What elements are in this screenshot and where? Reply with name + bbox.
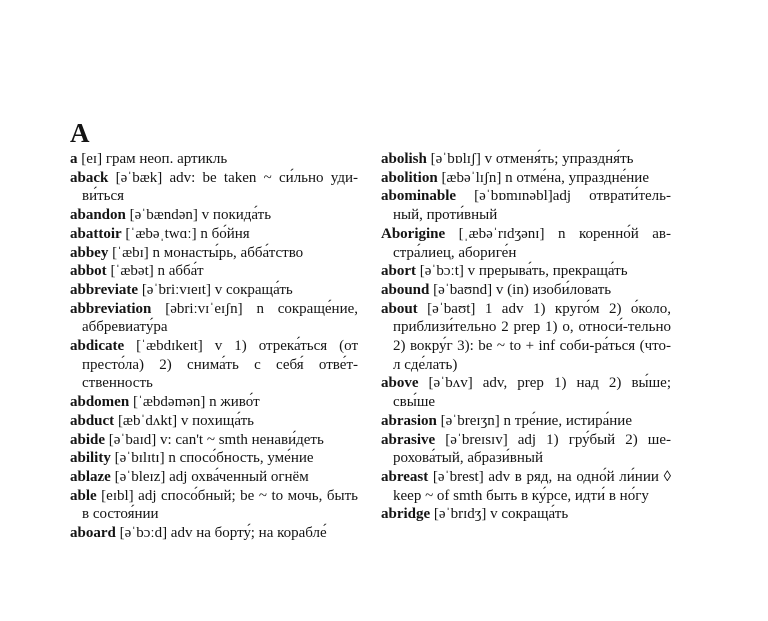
entry-definition: [əˈbrest] adv в ряд, на одно́й ли́нии ◊ keep ~ of smth быть в ку́рсе, идти́ в но́гу xyxy=(393,468,671,504)
entry-definition: [əˈbɔːd] adv на борту́; на корабле́ xyxy=(115,525,327,542)
entry-headword: abbot xyxy=(70,263,107,280)
entry-definition: [ˈæbdəmən] n живо́т xyxy=(129,394,260,411)
entry-headword: abrasive xyxy=(381,431,436,448)
entry-definition: [əˈbaʊt] 1 adv 1) круго́м 2) о́коло, приблизи́тельно 2 prep 1) о, относи́-тельно 2) вокру́г 3): be ~ to + inf соби-ра́ться (что-л сде́лать) xyxy=(393,300,671,373)
dictionary-entry xyxy=(381,225,671,262)
dictionary-entry xyxy=(70,431,358,450)
entry-definition: [əbriːvɪˈeɪʃn] n сокраще́ние, аббревиату́ра xyxy=(82,300,358,336)
dictionary-entry xyxy=(381,431,671,468)
entry-headword: Aborigine xyxy=(381,225,446,242)
entry-definition: [ˌæbəˈrɪdʒənɪ] n коренно́й ав-стра́лиец, абориге́н xyxy=(393,225,671,261)
entry-definition: [æbˈdʌkt] v похища́ть xyxy=(114,412,254,429)
entry-headword: above xyxy=(381,375,419,392)
dictionary-entry xyxy=(70,225,358,244)
entry-headword: abbreviate xyxy=(70,281,139,298)
entry-headword: abandon xyxy=(70,207,126,224)
entry-headword: abolish xyxy=(381,151,427,167)
entry-headword: aboard xyxy=(70,525,116,542)
dictionary-entry xyxy=(70,337,358,393)
dictionary-entry xyxy=(70,449,358,468)
entry-definition: [əˈbʌv] adv, prep 1) над 2) вы́ше; свы́ше xyxy=(393,375,671,411)
dictionary-entry xyxy=(70,487,358,524)
dictionary-entry xyxy=(381,468,671,505)
entry-headword: ablaze xyxy=(70,468,111,485)
dictionary-entry xyxy=(381,505,671,524)
entry-definition: [ˈæbət] n абба́т xyxy=(106,263,204,280)
dictionary-entry xyxy=(381,169,671,188)
dictionary-entry xyxy=(70,412,358,431)
dictionary-entry xyxy=(70,169,358,206)
right-column xyxy=(381,150,671,524)
dictionary-entry xyxy=(381,281,671,300)
entry-headword: aback xyxy=(70,169,109,186)
entry-definition: [əˈbrɪdʒ] v сокраща́ть xyxy=(430,506,569,523)
dictionary-entry xyxy=(70,393,358,412)
entry-headword: abound xyxy=(381,281,430,298)
entry-definition: [əˈbriːvɪeɪt] v сокраща́ть xyxy=(138,281,293,298)
dictionary-entry xyxy=(70,281,358,300)
entry-definition: [ˈæbəˌtwɑː] n бо́йня xyxy=(121,225,250,242)
entry-definition: [ˈæbɪ] n монасты́рь, абба́тство xyxy=(108,244,304,261)
left-column xyxy=(70,150,358,543)
dictionary-entry xyxy=(381,412,671,431)
entry-headword: abominable xyxy=(381,188,457,205)
entry-definition: [əˈbændən] v покида́ть xyxy=(125,207,272,224)
entry-definition: [əˈbɒlɪʃ] v отменя́ть; упраздня́ть xyxy=(426,151,634,167)
entry-headword: abduct xyxy=(70,412,115,429)
entry-headword: abrasion xyxy=(381,412,437,429)
dictionary-entry xyxy=(70,300,358,337)
dictionary-entry xyxy=(70,524,358,543)
entry-definition: [əˈbɪlɪtɪ] n спосо́бность, уме́ние xyxy=(110,450,314,467)
entry-definition: [eɪ] грам неоп. артикль xyxy=(77,151,228,167)
entry-headword: abdicate xyxy=(70,338,125,355)
entry-headword: a xyxy=(70,151,78,167)
dictionary-entry xyxy=(70,262,358,281)
dictionary-entry xyxy=(70,150,358,169)
entry-headword: abide xyxy=(70,431,106,448)
dictionary-entry xyxy=(381,262,671,281)
dictionary-entry xyxy=(381,150,671,169)
dictionary-entry xyxy=(70,244,358,263)
dictionary-entry xyxy=(70,206,358,225)
entry-headword: abridge xyxy=(381,506,431,523)
entry-headword: about xyxy=(381,300,418,317)
entry-headword: abbreviation xyxy=(70,300,152,317)
entry-definition: [əˈbleɪz] adj охва́ченный огнём xyxy=(110,468,309,485)
entry-headword: abbey xyxy=(70,244,109,261)
entry-headword: able xyxy=(70,487,97,504)
entry-definition: [ˈæbdɪkeɪt] v 1) отрека́ться (от престо́ла) 2) снима́ть с себя́ отве́т-ственность xyxy=(82,338,358,392)
entry-definition: [əˈbreɪʒn] n тре́ние, истира́ние xyxy=(436,412,632,429)
dictionary-entry xyxy=(381,300,671,375)
entry-headword: abdomen xyxy=(70,394,130,411)
entry-definition: [əˈbɒmɪnəbl]adj отврати́тель-ный, проти́вный xyxy=(393,188,671,224)
entry-definition: [əˈbɔːt] v прерыва́ть, прекраща́ть xyxy=(416,263,628,280)
dictionary-entry xyxy=(70,468,358,487)
entry-definition: [æbəˈlɪʃn] n отме́на, упраздне́ние xyxy=(437,169,649,186)
entry-definition: [əˈbreɪsɪv] adj 1) гру́бый 2) ше-рохова́тый, абрази́вный xyxy=(393,431,671,467)
entry-definition: [əˈbaʊnd] v (in) изоби́ловать xyxy=(429,281,612,298)
entry-headword: abattoir xyxy=(70,225,122,242)
entry-headword: ability xyxy=(70,450,111,467)
entry-definition: [eɪbl] adj спосо́бный; be ~ to мочь, быть в состоя́нии xyxy=(82,487,358,523)
dictionary-entry xyxy=(381,187,671,224)
entry-headword: abort xyxy=(381,263,416,280)
entry-definition: [əˈbæk] adv: be taken ~ си́льно уди-ви́ться xyxy=(82,169,358,205)
section-letter: A xyxy=(70,118,90,148)
entry-headword: abolition xyxy=(381,169,438,186)
entry-definition: [əˈbaɪd] v: can't ~ smth ненави́деть xyxy=(105,431,324,448)
dictionary-entry xyxy=(381,374,671,411)
entry-headword: abreast xyxy=(381,468,429,485)
